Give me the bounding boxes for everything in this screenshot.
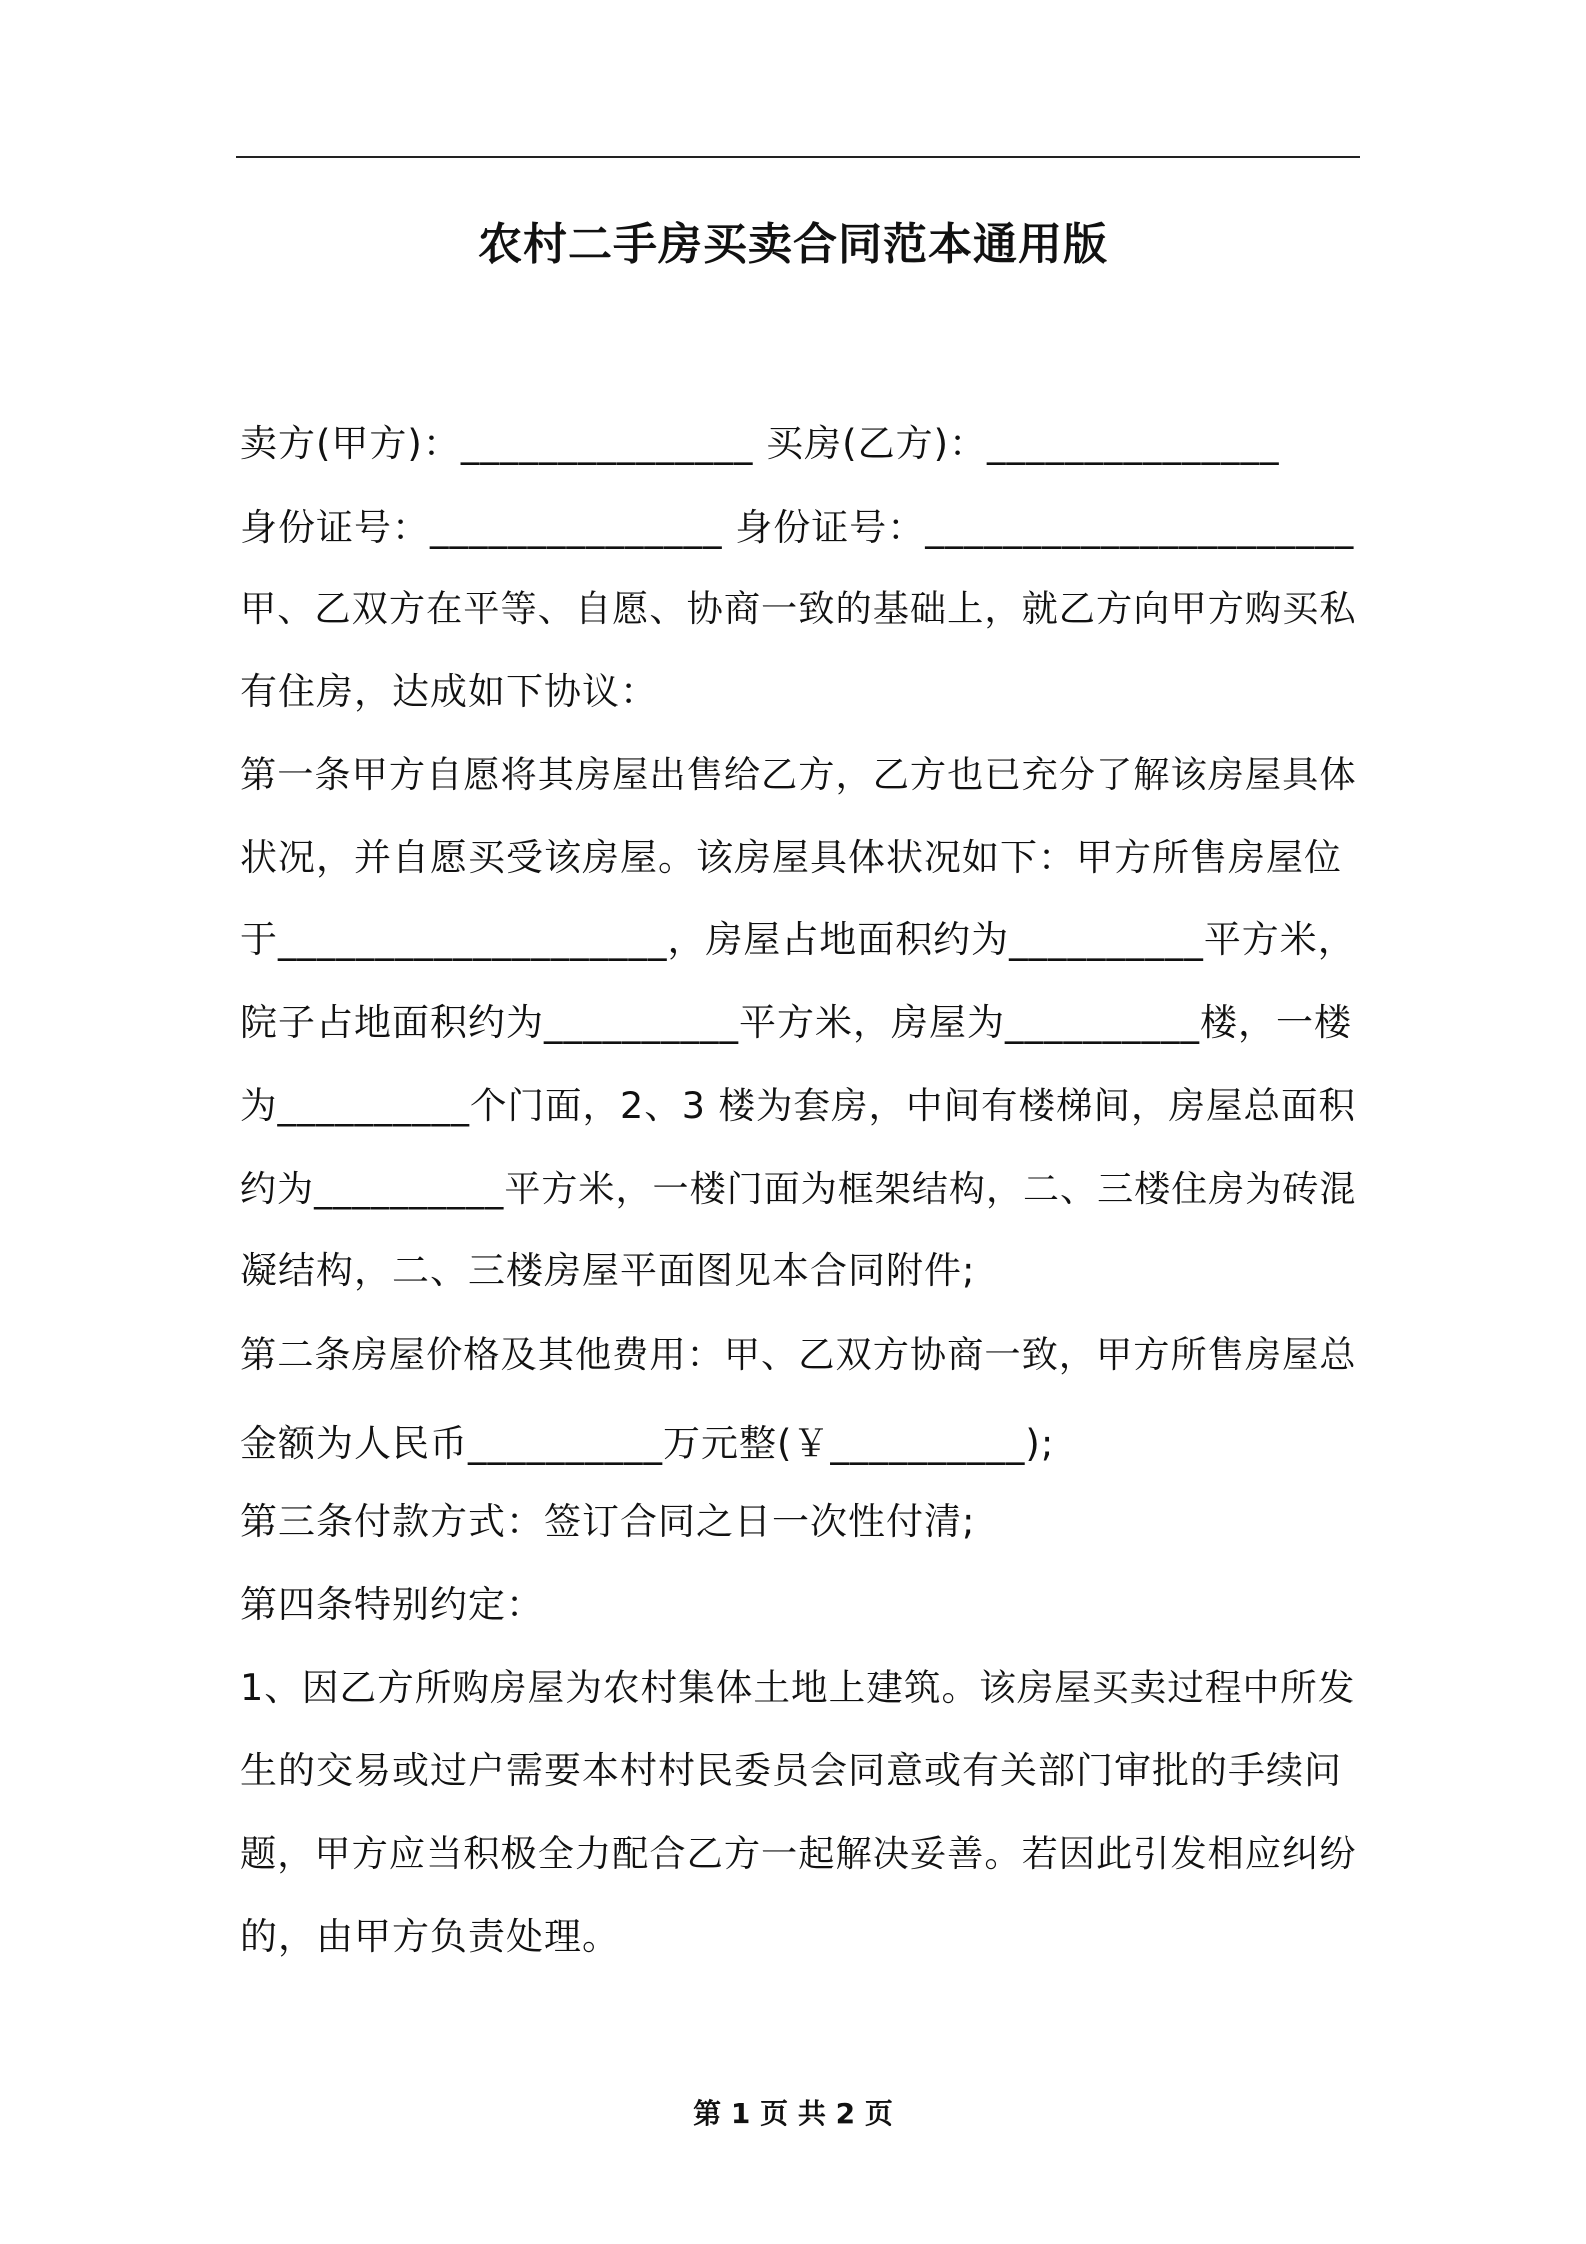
body-line: 生的交易或过户需要本村村民委员会同意或有关部门审批的手续问: [240, 1749, 1342, 1792]
body-line: 金额为人民币__________万元整(￥__________);: [240, 1422, 1055, 1465]
body-line: 有住房，达成如下协议：: [240, 670, 658, 713]
body-line: 第四条特别约定：: [240, 1583, 544, 1626]
body-line: 第二条房屋价格及其他费用：甲、乙双方协商一致，甲方所售房屋总: [240, 1333, 1357, 1376]
body-line: 第一条甲方自愿将其房屋出售给乙方，乙方也已充分了解该房屋具体: [240, 753, 1357, 796]
body-line: 的，由甲方负责处理。: [240, 1915, 620, 1958]
body-line: 凝结构，二、三楼房屋平面图见本合同附件;: [240, 1249, 976, 1292]
header-rule: [236, 156, 1360, 158]
body-line: 1、因乙方所购房屋为农村集体土地上建筑。该房屋买卖过程中所发: [240, 1666, 1356, 1709]
body-line: 于____________________，房屋占地面积约为__________平方米，: [240, 918, 1356, 961]
document-title: 农村二手房买卖合同范本通用版: [478, 219, 1108, 270]
body-line: 为__________个门面，2、3 楼为套房，中间有楼梯间，房屋总面积: [240, 1084, 1357, 1127]
page-number: 第 1 页 共 2 页: [693, 2097, 893, 2130]
body-line: 约为__________平方米，一楼门面为框架结构，二、三楼住房为砖混: [240, 1168, 1357, 1210]
body-line: 身份证号：_______________ 身份证号：______________________: [240, 506, 1355, 549]
body-line: 题，甲方应当积极全力配合乙方一起解决妥善。若因此引发相应纠纷: [240, 1832, 1357, 1875]
body-line: 第三条付款方式：签订合同之日一次性付清;: [240, 1500, 976, 1543]
body-line: 卖方(甲方)：_______________ 买房(乙方)：_______________: [240, 422, 1280, 465]
body-line: 院子占地面积约为__________平方米，房屋为__________楼，一楼: [240, 1001, 1352, 1044]
body-line: 甲、乙双方在平等、自愿、协商一致的基础上，就乙方向甲方购买私: [240, 587, 1357, 630]
body-line: 状况，并自愿买受该房屋。该房屋具体状况如下：甲方所售房屋位: [240, 836, 1342, 879]
